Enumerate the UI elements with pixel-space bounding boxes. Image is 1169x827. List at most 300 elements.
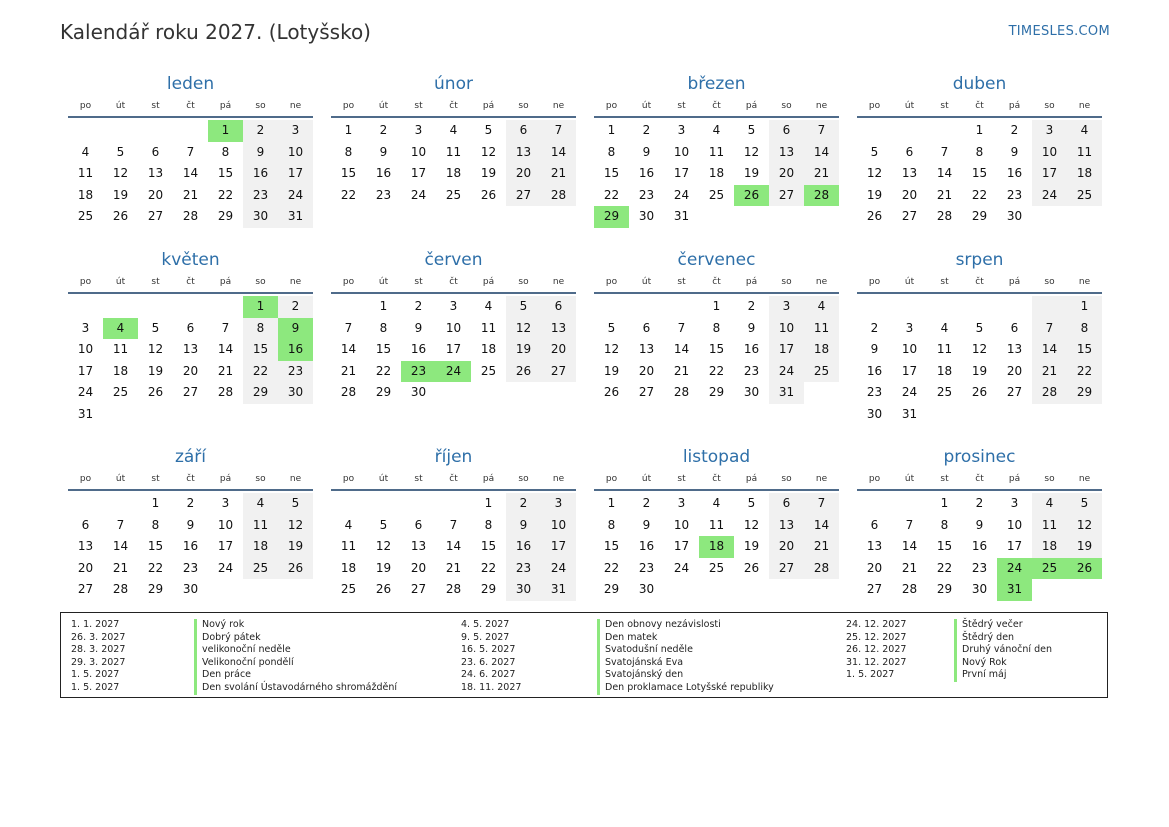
day-cell[interactable]: 26: [1067, 558, 1102, 580]
day-cell[interactable]: 27: [182, 385, 199, 400]
day-cell[interactable]: 26: [971, 385, 988, 400]
day-cell[interactable]: 20: [541, 339, 576, 361]
day-cell[interactable]: 25: [340, 582, 357, 597]
day-cell[interactable]: 17: [410, 166, 427, 181]
day-cell[interactable]: 17: [541, 536, 576, 558]
day-cell[interactable]: 31: [541, 579, 576, 601]
day-cell[interactable]: 17: [1006, 539, 1023, 554]
day-cell[interactable]: 10: [445, 320, 462, 335]
day-cell[interactable]: 15: [480, 539, 497, 554]
day-cell[interactable]: 1: [940, 496, 949, 510]
day-cell[interactable]: 27: [410, 582, 427, 597]
day-cell[interactable]: 21: [804, 163, 839, 185]
day-cell[interactable]: 25: [708, 560, 725, 575]
day-cell[interactable]: 14: [804, 142, 839, 164]
day-cell[interactable]: 14: [804, 515, 839, 537]
day-cell[interactable]: 14: [217, 342, 234, 357]
day-cell[interactable]: 16: [1006, 166, 1023, 181]
day-cell[interactable]: 21: [936, 187, 953, 202]
day-cell[interactable]: 18: [340, 560, 357, 575]
day-cell[interactable]: 17: [77, 363, 94, 378]
day-cell[interactable]: 5: [747, 123, 756, 137]
day-cell[interactable]: 3: [449, 299, 458, 313]
day-cell[interactable]: 3: [1010, 496, 1019, 510]
day-cell[interactable]: 2: [414, 299, 423, 313]
day-cell[interactable]: 21: [445, 560, 462, 575]
day-cell[interactable]: 23: [743, 363, 760, 378]
day-cell[interactable]: 8: [1067, 318, 1102, 340]
day-cell[interactable]: 29: [375, 385, 392, 400]
day-cell[interactable]: 18: [77, 187, 94, 202]
day-cell[interactable]: 28: [804, 185, 839, 207]
day-cell[interactable]: 8: [221, 144, 230, 159]
day-cell[interactable]: 25: [243, 558, 278, 580]
day-cell[interactable]: 10: [901, 342, 918, 357]
day-cell[interactable]: 27: [769, 185, 804, 207]
day-cell[interactable]: 16: [743, 342, 760, 357]
day-cell[interactable]: 31: [901, 406, 918, 421]
day-cell[interactable]: 4: [940, 320, 949, 335]
day-cell[interactable]: 27: [901, 209, 918, 224]
day-cell[interactable]: 10: [673, 144, 690, 159]
day-cell[interactable]: 6: [506, 120, 541, 142]
day-cell[interactable]: 7: [186, 144, 195, 159]
day-cell[interactable]: 1: [712, 299, 721, 313]
day-cell[interactable]: 21: [673, 363, 690, 378]
day-cell[interactable]: 23: [1006, 187, 1023, 202]
day-cell[interactable]: 20: [769, 163, 804, 185]
day-cell[interactable]: 7: [344, 320, 353, 335]
day-cell[interactable]: 5: [278, 493, 313, 515]
day-cell[interactable]: 31: [769, 382, 804, 404]
day-cell[interactable]: 24: [217, 560, 234, 575]
day-cell[interactable]: 26: [734, 185, 769, 207]
day-cell[interactable]: 23: [278, 361, 313, 383]
day-cell[interactable]: 19: [1067, 536, 1102, 558]
day-cell[interactable]: 15: [708, 342, 725, 357]
day-cell[interactable]: 29: [936, 582, 953, 597]
day-cell[interactable]: 13: [1006, 342, 1023, 357]
day-cell[interactable]: 7: [677, 320, 686, 335]
day-cell[interactable]: 13: [866, 539, 883, 554]
day-cell[interactable]: 5: [747, 496, 756, 510]
day-cell[interactable]: 18: [804, 339, 839, 361]
day-cell[interactable]: 24: [410, 187, 427, 202]
day-cell[interactable]: 27: [77, 582, 94, 597]
day-cell[interactable]: 9: [870, 342, 879, 357]
day-cell[interactable]: 4: [804, 296, 839, 318]
day-cell[interactable]: 23: [182, 560, 199, 575]
day-cell[interactable]: 9: [975, 517, 984, 532]
day-cell[interactable]: 18: [445, 166, 462, 181]
day-cell[interactable]: 17: [673, 166, 690, 181]
day-cell[interactable]: 1: [607, 496, 616, 510]
day-cell[interactable]: 5: [975, 320, 984, 335]
day-cell[interactable]: 19: [112, 187, 129, 202]
day-cell[interactable]: 9: [278, 318, 313, 340]
day-cell[interactable]: 2: [975, 496, 984, 510]
day-cell[interactable]: 30: [182, 582, 199, 597]
day-cell[interactable]: 14: [673, 342, 690, 357]
day-cell[interactable]: 8: [151, 517, 160, 532]
day-cell[interactable]: 9: [186, 517, 195, 532]
day-cell[interactable]: 14: [936, 166, 953, 181]
day-cell[interactable]: 13: [901, 166, 918, 181]
day-cell[interactable]: 3: [81, 320, 90, 335]
day-cell[interactable]: 2: [186, 496, 195, 510]
day-cell[interactable]: 3: [905, 320, 914, 335]
day-cell[interactable]: 17: [673, 539, 690, 554]
day-cell[interactable]: 10: [769, 318, 804, 340]
day-cell[interactable]: 10: [673, 517, 690, 532]
day-cell[interactable]: 18: [1032, 536, 1067, 558]
day-cell[interactable]: 7: [541, 120, 576, 142]
day-cell[interactable]: 29: [603, 582, 620, 597]
day-cell[interactable]: 27: [147, 209, 164, 224]
day-cell[interactable]: 30: [506, 579, 541, 601]
day-cell[interactable]: 11: [112, 342, 129, 357]
day-cell[interactable]: 11: [804, 318, 839, 340]
day-cell[interactable]: 10: [278, 142, 313, 164]
day-cell[interactable]: 6: [642, 320, 651, 335]
day-cell[interactable]: 7: [940, 144, 949, 159]
day-cell[interactable]: 6: [769, 120, 804, 142]
day-cell[interactable]: 22: [971, 187, 988, 202]
day-cell[interactable]: 21: [217, 363, 234, 378]
day-cell[interactable]: 3: [278, 120, 313, 142]
day-cell[interactable]: 30: [243, 206, 278, 228]
day-cell[interactable]: 12: [480, 144, 497, 159]
day-cell[interactable]: 15: [603, 539, 620, 554]
day-cell[interactable]: 8: [607, 517, 616, 532]
day-cell[interactable]: 28: [112, 582, 129, 597]
day-cell[interactable]: 28: [901, 582, 918, 597]
day-cell[interactable]: 30: [410, 385, 427, 400]
day-cell[interactable]: 2: [642, 123, 651, 137]
day-cell[interactable]: 3: [769, 296, 804, 318]
day-cell[interactable]: 15: [603, 166, 620, 181]
day-cell[interactable]: 28: [340, 385, 357, 400]
day-cell[interactable]: 22: [1067, 361, 1102, 383]
day-cell[interactable]: 15: [375, 342, 392, 357]
day-cell[interactable]: 14: [901, 539, 918, 554]
day-cell[interactable]: 8: [484, 517, 493, 532]
day-cell[interactable]: 6: [1010, 320, 1019, 335]
day-cell[interactable]: 7: [116, 517, 125, 532]
day-cell[interactable]: 5: [506, 296, 541, 318]
day-cell[interactable]: 9: [642, 517, 651, 532]
day-cell[interactable]: 13: [506, 142, 541, 164]
day-cell[interactable]: 1: [344, 123, 353, 137]
day-cell[interactable]: 15: [340, 166, 357, 181]
day-cell[interactable]: 24: [436, 361, 471, 383]
day-cell[interactable]: 12: [112, 166, 129, 181]
day-cell[interactable]: 13: [638, 342, 655, 357]
day-cell[interactable]: 1: [243, 296, 278, 318]
day-cell[interactable]: 4: [81, 144, 90, 159]
day-cell[interactable]: 18: [112, 363, 129, 378]
day-cell[interactable]: 4: [103, 318, 138, 340]
day-cell[interactable]: 7: [221, 320, 230, 335]
day-cell[interactable]: 29: [217, 209, 234, 224]
day-cell[interactable]: 25: [77, 209, 94, 224]
day-cell[interactable]: 4: [484, 299, 493, 313]
day-cell[interactable]: 10: [77, 342, 94, 357]
day-cell[interactable]: 14: [445, 539, 462, 554]
day-cell[interactable]: 16: [971, 539, 988, 554]
day-cell[interactable]: 25: [1067, 185, 1102, 207]
day-cell[interactable]: 17: [1032, 163, 1067, 185]
day-cell[interactable]: 31: [278, 206, 313, 228]
day-cell[interactable]: 20: [506, 163, 541, 185]
day-cell[interactable]: 11: [77, 166, 94, 181]
day-cell[interactable]: 21: [340, 363, 357, 378]
day-cell[interactable]: 27: [638, 385, 655, 400]
day-cell[interactable]: 23: [375, 187, 392, 202]
day-cell[interactable]: 20: [182, 363, 199, 378]
day-cell[interactable]: 20: [77, 560, 94, 575]
day-cell[interactable]: 19: [506, 339, 541, 361]
day-cell[interactable]: 24: [673, 187, 690, 202]
day-cell[interactable]: 8: [344, 144, 353, 159]
day-cell[interactable]: 15: [936, 539, 953, 554]
day-cell[interactable]: 19: [743, 539, 760, 554]
day-cell[interactable]: 21: [541, 163, 576, 185]
day-cell[interactable]: 5: [379, 517, 388, 532]
day-cell[interactable]: 7: [804, 120, 839, 142]
day-cell[interactable]: 17: [278, 163, 313, 185]
day-cell[interactable]: 18: [936, 363, 953, 378]
day-cell[interactable]: 15: [1067, 339, 1102, 361]
day-cell[interactable]: 16: [375, 166, 392, 181]
day-cell[interactable]: 25: [112, 385, 129, 400]
day-cell[interactable]: 13: [541, 318, 576, 340]
day-cell[interactable]: 1: [607, 123, 616, 137]
day-cell[interactable]: 17: [769, 339, 804, 361]
day-cell[interactable]: 4: [712, 496, 721, 510]
day-cell[interactable]: 12: [603, 342, 620, 357]
day-cell[interactable]: 5: [1067, 493, 1102, 515]
day-cell[interactable]: 24: [997, 558, 1032, 580]
day-cell[interactable]: 29: [708, 385, 725, 400]
day-cell[interactable]: 8: [940, 517, 949, 532]
day-cell[interactable]: 22: [480, 560, 497, 575]
site-link[interactable]: TIMESLES.COM: [1008, 24, 1110, 39]
day-cell[interactable]: 1: [975, 123, 984, 137]
day-cell[interactable]: 9: [747, 320, 756, 335]
day-cell[interactable]: 23: [971, 560, 988, 575]
day-cell[interactable]: 1: [484, 496, 493, 510]
day-cell[interactable]: 12: [147, 342, 164, 357]
day-cell[interactable]: 26: [375, 582, 392, 597]
day-cell[interactable]: 30: [638, 582, 655, 597]
day-cell[interactable]: 22: [603, 560, 620, 575]
day-cell[interactable]: 16: [638, 539, 655, 554]
day-cell[interactable]: 3: [414, 123, 423, 137]
day-cell[interactable]: 5: [151, 320, 160, 335]
day-cell[interactable]: 2: [506, 493, 541, 515]
day-cell[interactable]: 30: [971, 582, 988, 597]
day-cell[interactable]: 11: [445, 144, 462, 159]
day-cell[interactable]: 27: [541, 361, 576, 383]
day-cell[interactable]: 6: [151, 144, 160, 159]
day-cell[interactable]: 20: [1006, 363, 1023, 378]
day-cell[interactable]: 6: [769, 493, 804, 515]
day-cell[interactable]: 19: [480, 166, 497, 181]
day-cell[interactable]: 26: [743, 560, 760, 575]
day-cell[interactable]: 19: [971, 363, 988, 378]
day-cell[interactable]: 27: [1006, 385, 1023, 400]
day-cell[interactable]: 22: [217, 187, 234, 202]
day-cell[interactable]: 30: [743, 385, 760, 400]
day-cell[interactable]: 9: [1010, 144, 1019, 159]
day-cell[interactable]: 25: [936, 385, 953, 400]
day-cell[interactable]: 29: [147, 582, 164, 597]
day-cell[interactable]: 6: [541, 296, 576, 318]
day-cell[interactable]: 25: [480, 363, 497, 378]
day-cell[interactable]: 28: [182, 209, 199, 224]
day-cell[interactable]: 28: [673, 385, 690, 400]
day-cell[interactable]: 9: [642, 144, 651, 159]
day-cell[interactable]: 2: [278, 296, 313, 318]
day-cell[interactable]: 19: [278, 536, 313, 558]
day-cell[interactable]: 27: [506, 185, 541, 207]
day-cell[interactable]: 26: [603, 385, 620, 400]
day-cell[interactable]: 28: [1032, 382, 1067, 404]
day-cell[interactable]: 13: [769, 142, 804, 164]
day-cell[interactable]: 26: [506, 361, 541, 383]
day-cell[interactable]: 10: [541, 515, 576, 537]
day-cell[interactable]: 4: [712, 123, 721, 137]
day-cell[interactable]: 24: [1032, 185, 1067, 207]
day-cell[interactable]: 4: [1032, 493, 1067, 515]
day-cell[interactable]: 16: [638, 166, 655, 181]
day-cell[interactable]: 20: [410, 560, 427, 575]
day-cell[interactable]: 23: [866, 385, 883, 400]
day-cell[interactable]: 3: [541, 493, 576, 515]
day-cell[interactable]: 28: [936, 209, 953, 224]
day-cell[interactable]: 16: [866, 363, 883, 378]
day-cell[interactable]: 12: [866, 166, 883, 181]
day-cell[interactable]: 7: [804, 493, 839, 515]
day-cell[interactable]: 20: [866, 560, 883, 575]
day-cell[interactable]: 8: [379, 320, 388, 335]
day-cell[interactable]: 29: [1067, 382, 1102, 404]
day-cell[interactable]: 23: [638, 187, 655, 202]
day-cell[interactable]: 26: [112, 209, 129, 224]
day-cell[interactable]: 22: [375, 363, 392, 378]
day-cell[interactable]: 21: [182, 187, 199, 202]
day-cell[interactable]: 18: [243, 536, 278, 558]
day-cell[interactable]: 20: [147, 187, 164, 202]
day-cell[interactable]: 3: [677, 123, 686, 137]
day-cell[interactable]: 19: [866, 187, 883, 202]
day-cell[interactable]: 17: [217, 539, 234, 554]
day-cell[interactable]: 12: [1067, 515, 1102, 537]
day-cell[interactable]: 8: [243, 318, 278, 340]
day-cell[interactable]: 13: [182, 342, 199, 357]
day-cell[interactable]: 25: [804, 361, 839, 383]
day-cell[interactable]: 24: [278, 185, 313, 207]
day-cell[interactable]: 11: [340, 539, 357, 554]
day-cell[interactable]: 30: [638, 209, 655, 224]
day-cell[interactable]: 29: [243, 382, 278, 404]
day-cell[interactable]: 3: [1032, 120, 1067, 142]
day-cell[interactable]: 4: [243, 493, 278, 515]
day-cell[interactable]: 15: [217, 166, 234, 181]
day-cell[interactable]: 14: [1032, 339, 1067, 361]
day-cell[interactable]: 16: [182, 539, 199, 554]
day-cell[interactable]: 23: [638, 560, 655, 575]
day-cell[interactable]: 11: [708, 517, 725, 532]
day-cell[interactable]: 28: [804, 558, 839, 580]
day-cell[interactable]: 4: [1067, 120, 1102, 142]
day-cell[interactable]: 13: [77, 539, 94, 554]
day-cell[interactable]: 8: [975, 144, 984, 159]
day-cell[interactable]: 6: [870, 517, 879, 532]
day-cell[interactable]: 6: [905, 144, 914, 159]
day-cell[interactable]: 5: [607, 320, 616, 335]
day-cell[interactable]: 27: [769, 558, 804, 580]
day-cell[interactable]: 21: [901, 560, 918, 575]
day-cell[interactable]: 12: [278, 515, 313, 537]
day-cell[interactable]: 14: [182, 166, 199, 181]
day-cell[interactable]: 9: [243, 142, 278, 164]
day-cell[interactable]: 21: [1032, 361, 1067, 383]
day-cell[interactable]: 28: [445, 582, 462, 597]
day-cell[interactable]: 24: [901, 385, 918, 400]
day-cell[interactable]: 22: [603, 187, 620, 202]
day-cell[interactable]: 28: [217, 385, 234, 400]
day-cell[interactable]: 17: [901, 363, 918, 378]
day-cell[interactable]: 1: [151, 496, 160, 510]
day-cell[interactable]: 13: [147, 166, 164, 181]
day-cell[interactable]: 30: [866, 406, 883, 421]
day-cell[interactable]: 8: [607, 144, 616, 159]
day-cell[interactable]: 18: [480, 342, 497, 357]
day-cell[interactable]: 19: [603, 363, 620, 378]
day-cell[interactable]: 14: [112, 539, 129, 554]
day-cell[interactable]: 31: [77, 406, 94, 421]
day-cell[interactable]: 12: [743, 517, 760, 532]
day-cell[interactable]: 2: [642, 496, 651, 510]
day-cell[interactable]: 25: [445, 187, 462, 202]
day-cell[interactable]: 14: [541, 142, 576, 164]
day-cell[interactable]: 26: [480, 187, 497, 202]
day-cell[interactable]: 17: [445, 342, 462, 357]
day-cell[interactable]: 4: [344, 517, 353, 532]
day-cell[interactable]: 18: [699, 536, 734, 558]
day-cell[interactable]: 11: [1032, 515, 1067, 537]
day-cell[interactable]: 11: [708, 144, 725, 159]
day-cell[interactable]: 22: [147, 560, 164, 575]
day-cell[interactable]: 6: [81, 517, 90, 532]
day-cell[interactable]: 18: [1067, 163, 1102, 185]
day-cell[interactable]: 1: [1067, 296, 1102, 318]
day-cell[interactable]: 12: [375, 539, 392, 554]
day-cell[interactable]: 12: [743, 144, 760, 159]
day-cell[interactable]: 1: [379, 299, 388, 313]
day-cell[interactable]: 21: [112, 560, 129, 575]
day-cell[interactable]: 9: [414, 320, 423, 335]
day-cell[interactable]: 15: [147, 539, 164, 554]
day-cell[interactable]: 15: [971, 166, 988, 181]
day-cell[interactable]: 9: [506, 515, 541, 537]
day-cell[interactable]: 7: [449, 517, 458, 532]
day-cell[interactable]: 22: [936, 560, 953, 575]
day-cell[interactable]: 29: [480, 582, 497, 597]
day-cell[interactable]: 11: [1067, 142, 1102, 164]
